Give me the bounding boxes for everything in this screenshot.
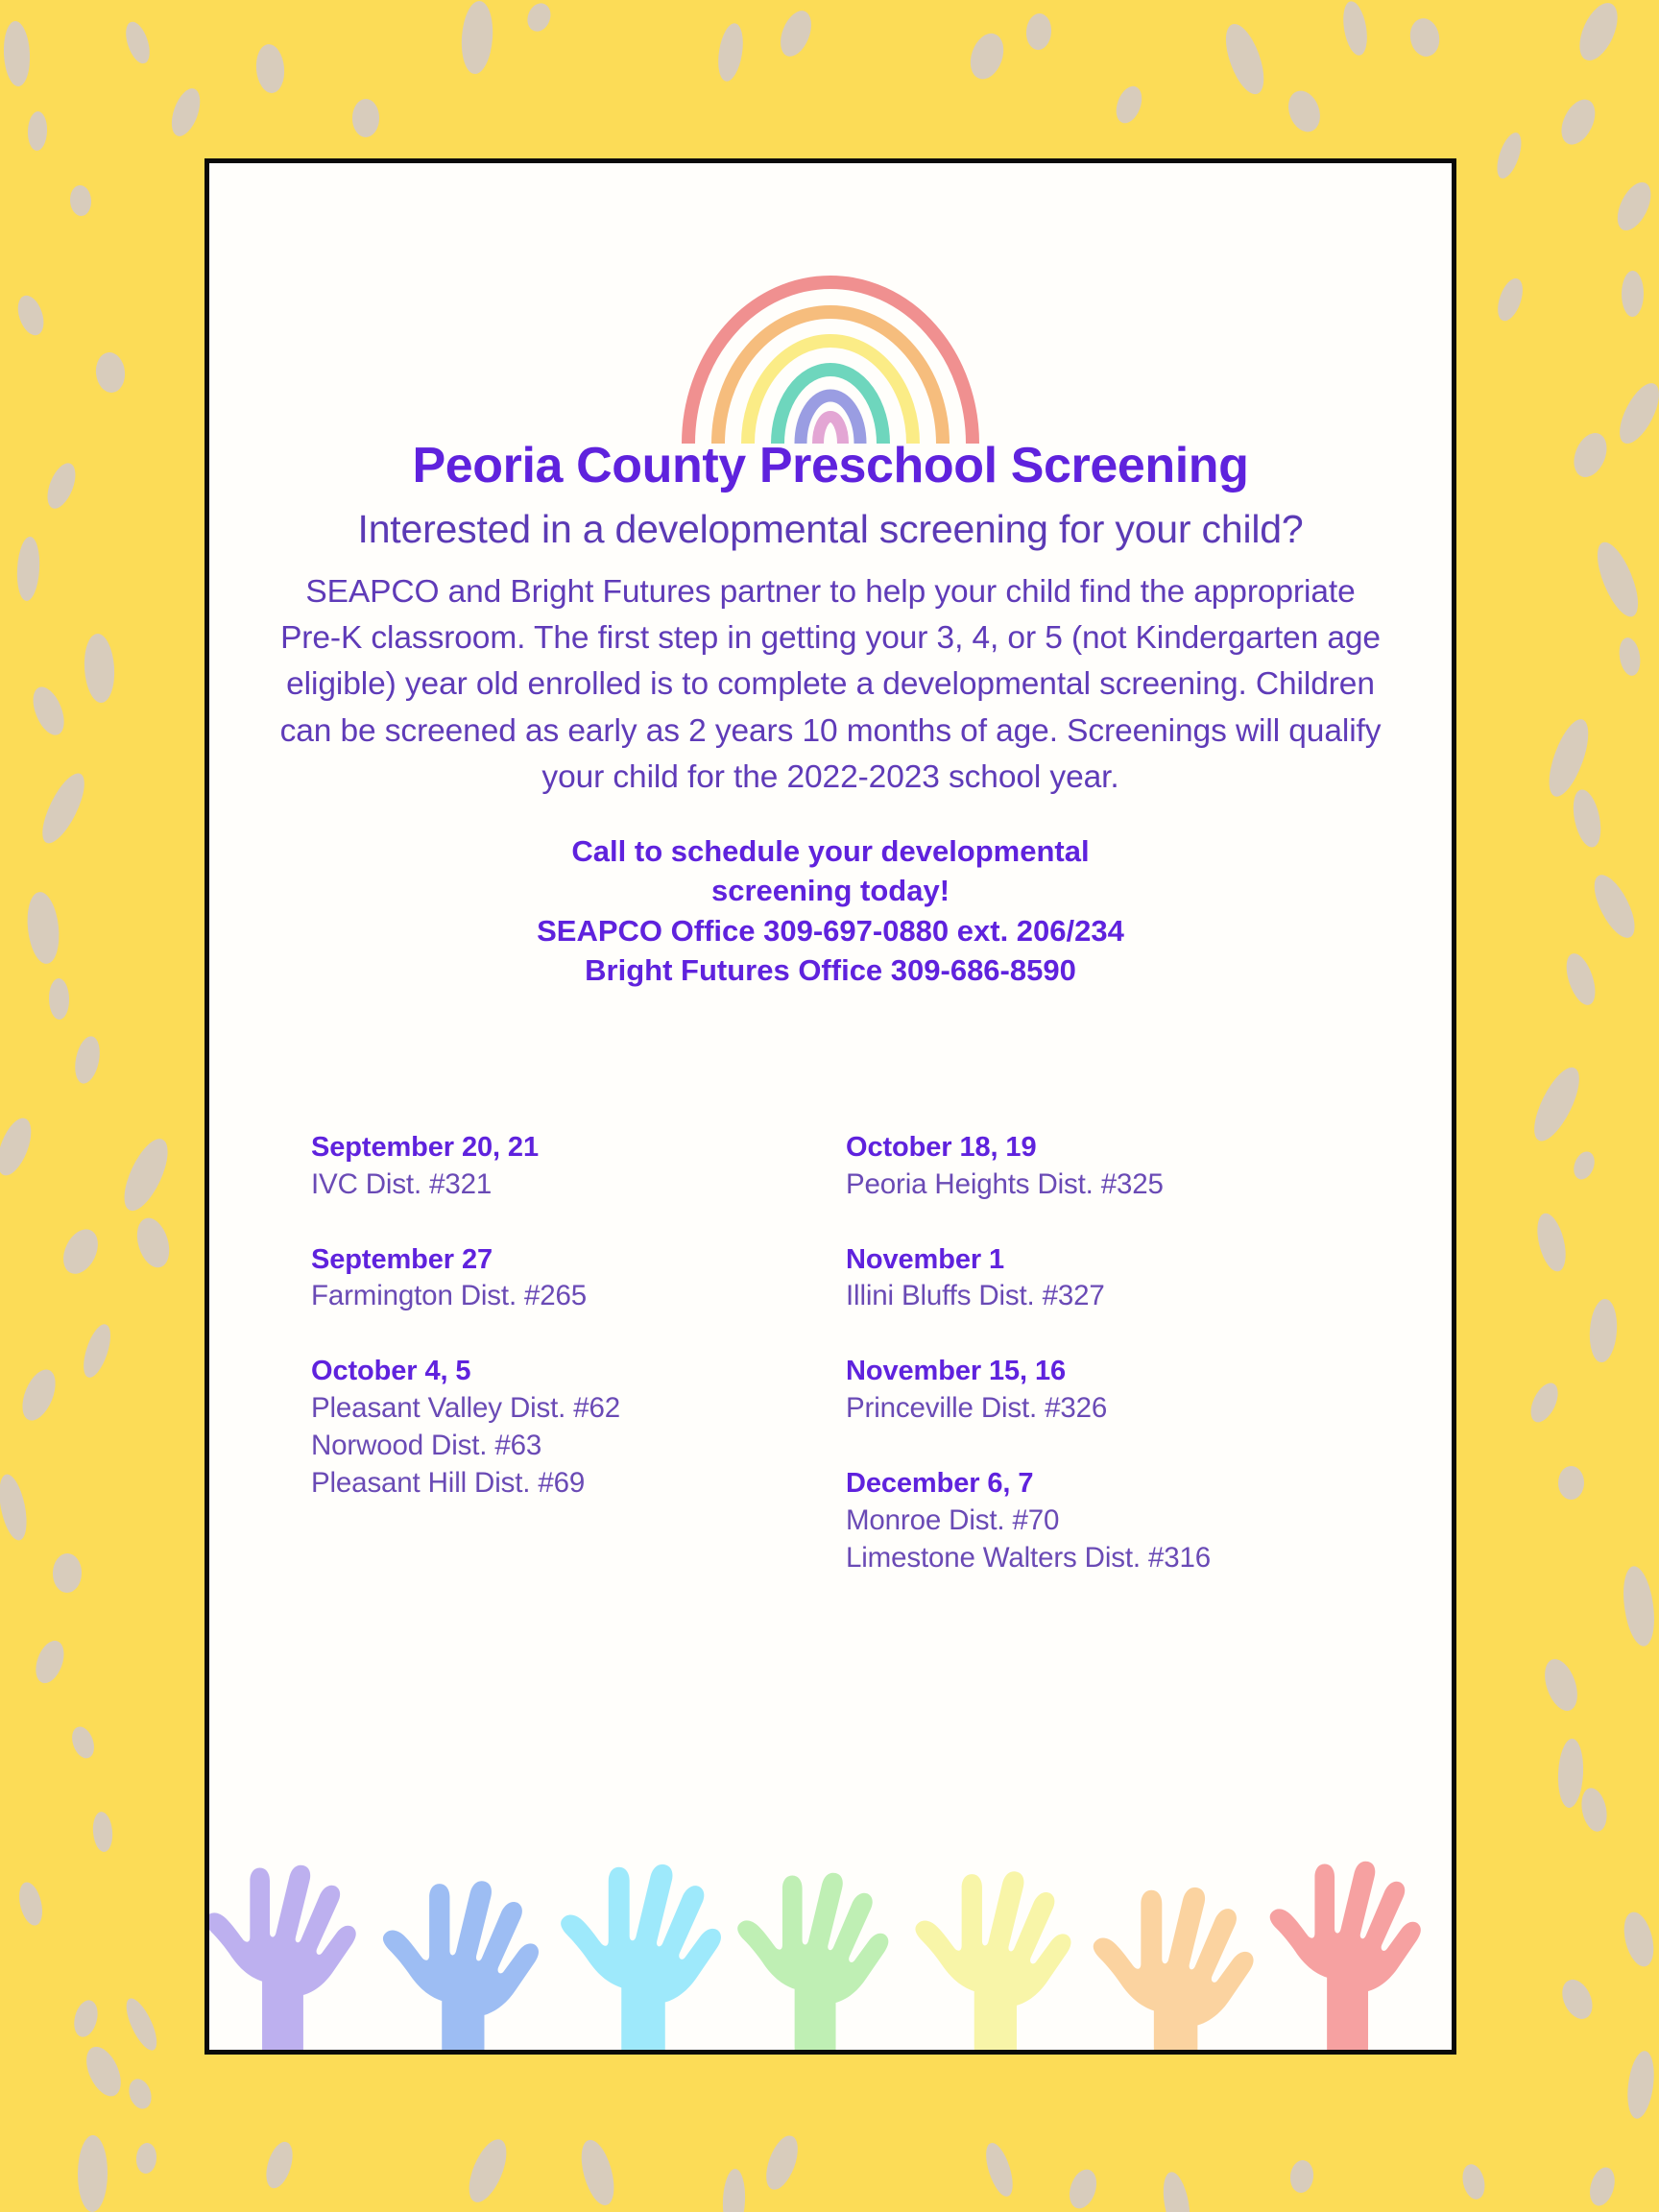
- schedule-column-right: [830, 1130, 1444, 1576]
- body-paragraph: SEAPCO and Bright Futures partner to help your child find the appropriate Pre-K classroom. The first step in getting your 3, 4, or 5 (not Kindergarten age eligible) year old enrolled is to complete a developmental screening. Children can be screened as early as 2 years 10 months of age. Screenings will qualify your child for the 2022-2023 school year.: [279, 574, 1382, 795]
- background-dot: [1492, 130, 1526, 181]
- background-dot: [1532, 1210, 1571, 1273]
- background-dot: [68, 1723, 98, 1761]
- schedule-site: Pleasant Valley Dist. #62: [311, 1391, 621, 1424]
- background-dot: [2, 20, 31, 86]
- raised-hand-0: [209, 1865, 356, 2050]
- raised-hand-2: [561, 1864, 721, 2050]
- background-dot: [1622, 271, 1644, 317]
- schedule-date: November 15, 16: [846, 1356, 1067, 1387]
- background-dot: [1611, 178, 1658, 236]
- background-dot: [1570, 1149, 1598, 1183]
- hand-silhouette: [915, 1871, 1070, 2050]
- background-dot: [760, 2132, 804, 2195]
- background-dot: [1556, 1975, 1598, 2024]
- raised-hand-3: [737, 1873, 888, 2050]
- background-dot: [94, 351, 127, 395]
- background-dot: [79, 1321, 116, 1381]
- schedule-entry: [846, 1466, 1444, 1577]
- background-dot: [462, 2134, 515, 2207]
- background-dot: [1561, 950, 1600, 1008]
- background-dot: [53, 1553, 83, 1594]
- background-dot: [42, 459, 81, 512]
- schedule-date: November 1: [846, 1243, 1005, 1275]
- background-dot: [15, 1880, 46, 1927]
- cta-line-2: screening today!: [710, 874, 950, 908]
- background-dot: [1569, 787, 1604, 850]
- background-dot: [71, 1034, 104, 1086]
- background-dot: [27, 683, 70, 739]
- raised-hand-4: [915, 1871, 1070, 2050]
- background-dot: [1586, 869, 1643, 943]
- background-dot: [1218, 19, 1271, 99]
- background-dot: [1589, 538, 1647, 622]
- page-subtitle: Interested in a developmental screening for your child?: [357, 507, 1304, 552]
- background-dot: [1539, 1654, 1584, 1715]
- background-dot: [1556, 1738, 1585, 1808]
- flyer-card: [204, 158, 1456, 2055]
- background-dot: [166, 84, 205, 140]
- schedule-site: Princeville Dist. #326: [846, 1391, 1108, 1424]
- raised-hand-1: [383, 1881, 539, 2050]
- background-dot: [721, 2168, 746, 2212]
- schedule-site: Monroe Dist. #70: [846, 1503, 1060, 1536]
- raised-hand-6: [1270, 1862, 1421, 2050]
- schedule-column-left: [217, 1130, 830, 1576]
- background-dot: [1555, 94, 1601, 150]
- background-dot: [1612, 377, 1659, 449]
- background-dot: [1159, 2170, 1193, 2212]
- background-dot: [1407, 15, 1442, 58]
- schedule-date: September 20, 21: [311, 1132, 539, 1163]
- background-dot: [254, 43, 287, 95]
- hand-silhouette: [561, 1864, 721, 2050]
- page-title: Peoria County Preschool Screening: [412, 438, 1249, 493]
- raised-hand-5: [1094, 1887, 1254, 2050]
- hand-silhouette: [737, 1873, 888, 2050]
- background-dot: [1623, 2050, 1657, 2121]
- background-dot: [775, 7, 818, 61]
- background-dot: [49, 978, 70, 1020]
- background-dot: [981, 2140, 1018, 2200]
- schedule-date: September 27: [311, 1243, 493, 1275]
- background-dot: [1573, 0, 1625, 65]
- schedule-entry: [846, 1242, 1444, 1316]
- background-dot: [1586, 2164, 1619, 2208]
- background-dot: [57, 1224, 105, 1280]
- background-dot: [15, 1364, 61, 1425]
- call-to-action-block: [242, 831, 1419, 990]
- background-dot: [125, 2076, 155, 2111]
- cta-line-1: Call to schedule your developmental: [571, 834, 1090, 869]
- schedule-entry: [846, 1130, 1444, 1204]
- cta-seapco-phone: SEAPCO Office 309-697-0880 ext. 206/234: [537, 913, 1124, 948]
- background-dot: [1619, 1909, 1658, 1969]
- background-dot: [1588, 1298, 1619, 1362]
- background-dot: [78, 2135, 108, 2212]
- background-dot: [523, 0, 554, 34]
- background-dot: [1025, 12, 1053, 51]
- background-dot: [132, 1214, 175, 1270]
- rainbow-arc-3: [778, 370, 883, 444]
- background-dot: [120, 1994, 162, 2055]
- background-dot: [70, 1998, 101, 2039]
- background-dot: [1526, 1379, 1564, 1427]
- background-dot: [135, 2142, 157, 2174]
- schedule-entry: [311, 1354, 830, 1503]
- schedule-date: October 4, 5: [311, 1356, 471, 1387]
- background-dot: [27, 111, 48, 152]
- background-dot: [575, 2136, 619, 2208]
- background-dot: [460, 0, 495, 75]
- background-dot: [1578, 1786, 1611, 1834]
- background-dot: [1542, 714, 1597, 801]
- background-dot: [1284, 86, 1326, 136]
- hand-silhouette: [383, 1881, 539, 2050]
- background-dot: [13, 293, 49, 339]
- schedule-site: Peoria Heights Dist. #325: [846, 1167, 1164, 1200]
- hand-silhouette: [1270, 1862, 1421, 2050]
- background-dot: [1620, 1564, 1659, 1647]
- background-dot: [714, 21, 746, 83]
- background-dot: [262, 2138, 299, 2191]
- cta-bright-futures-phone: Bright Futures Office 309-686-8590: [585, 952, 1076, 987]
- hand-silhouette: [209, 1865, 356, 2050]
- schedule-site: Norwood Dist. #63: [311, 1429, 542, 1461]
- background-dot: [24, 891, 61, 966]
- background-dot: [1339, 0, 1370, 57]
- schedule-date: October 18, 19: [846, 1132, 1037, 1163]
- background-dot: [1526, 1062, 1588, 1147]
- background-dot: [1557, 1466, 1583, 1501]
- background-dot: [83, 633, 116, 704]
- background-dot: [1493, 275, 1527, 324]
- background-dot: [1288, 2159, 1315, 2194]
- background-dot: [80, 2041, 129, 2102]
- background-dot: [1568, 427, 1613, 481]
- flyer-text-content: [209, 440, 1452, 990]
- background-dot: [31, 1637, 69, 1687]
- schedule-site: Illini Bluffs Dist. #327: [846, 1280, 1105, 1312]
- schedule-date: December 6, 7: [846, 1467, 1034, 1499]
- background-dot: [352, 99, 379, 137]
- schedule-entry: [311, 1130, 830, 1204]
- background-dot: [965, 29, 1009, 84]
- schedule-site: Pleasant Hill Dist. #69: [311, 1466, 586, 1499]
- background-dot: [1617, 637, 1643, 677]
- background-dot: [1112, 83, 1146, 127]
- rainbow-icon: [672, 184, 989, 444]
- background-dot: [34, 767, 92, 848]
- background-dot: [122, 19, 155, 66]
- schedule-site: IVC Dist. #321: [311, 1167, 493, 1200]
- background-dot: [92, 1812, 115, 1854]
- raised-hands-icon: [209, 1843, 1452, 2050]
- background-dot: [115, 1133, 176, 1216]
- hand-silhouette: [1094, 1887, 1254, 2050]
- background-dot: [0, 1472, 31, 1543]
- schedule-site: Farmington Dist. #265: [311, 1280, 588, 1312]
- schedule-site: Limestone Walters Dist. #316: [846, 1541, 1212, 1574]
- background-dot: [15, 536, 41, 601]
- background-dot: [69, 184, 92, 216]
- background-dot: [0, 1114, 37, 1180]
- schedule-entry: [311, 1242, 830, 1316]
- screening-schedule: [209, 1130, 1452, 1576]
- schedule-entry: [846, 1354, 1444, 1428]
- background-dot: [1065, 2166, 1101, 2212]
- background-dot: [1459, 2162, 1488, 2201]
